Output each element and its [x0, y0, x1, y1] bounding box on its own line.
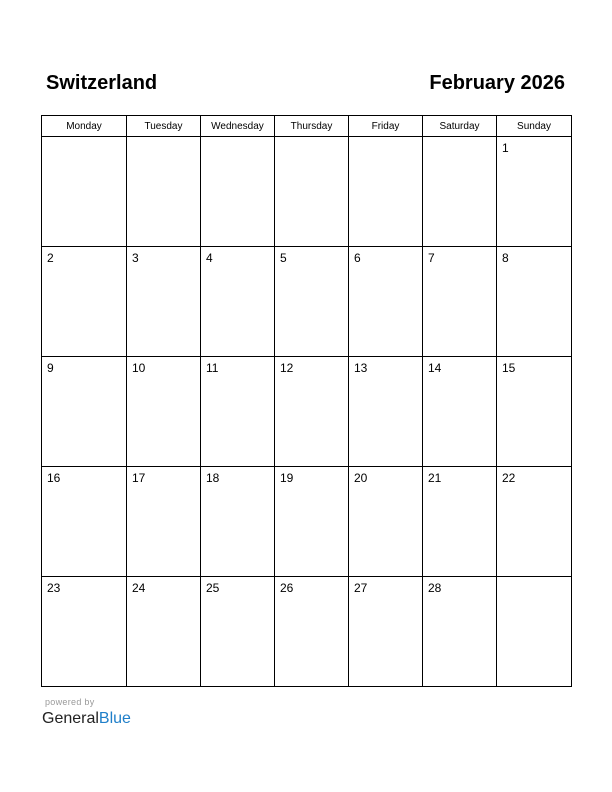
generalblue-logo: [42, 709, 131, 729]
day-cell: [423, 137, 497, 247]
day-number: [275, 137, 348, 141]
day-number: 13: [354, 361, 368, 375]
powered-by-text: powered by: [45, 697, 95, 707]
day-cell: [127, 357, 201, 467]
day-cell: [497, 247, 572, 357]
day-number: 10: [132, 361, 146, 375]
weekday-header: Wednesday: [201, 116, 275, 137]
weekday-header: Thursday: [275, 116, 349, 137]
weekday-header: Sunday: [497, 116, 572, 137]
day-cell: [42, 357, 127, 467]
day-cell: [201, 247, 275, 357]
day-number: 17: [132, 471, 146, 485]
day-cell: [42, 577, 127, 687]
month-year-title: February 2026: [429, 72, 565, 94]
country-title: Switzerland: [46, 72, 158, 94]
day-number: 26: [280, 581, 294, 595]
day-cell: [42, 247, 127, 357]
day-cell: [275, 137, 349, 247]
day-number: 16: [47, 471, 61, 485]
day-number: 8: [502, 251, 509, 265]
brand-block: [42, 697, 131, 729]
day-number: 20: [354, 471, 368, 485]
day-number: 11: [206, 361, 219, 375]
day-number: 21: [428, 471, 442, 485]
day-number: 23: [47, 581, 61, 595]
day-cell: [201, 467, 275, 577]
calendar-grid: [41, 115, 572, 687]
day-cell: [201, 137, 275, 247]
day-cell: [127, 467, 201, 577]
day-cell: [127, 247, 201, 357]
day-number: [201, 137, 274, 141]
day-number: 6: [354, 251, 361, 265]
day-cell: [349, 137, 423, 247]
day-number: 12: [280, 361, 294, 375]
week-row: [42, 467, 572, 577]
day-number: [349, 137, 422, 141]
day-cell: [497, 137, 572, 247]
day-cell: [127, 137, 201, 247]
day-cell: [349, 247, 423, 357]
day-cell: [423, 577, 497, 687]
day-number: 9: [47, 361, 54, 375]
day-cell: [349, 577, 423, 687]
day-number: 5: [280, 251, 287, 265]
week-row: [42, 357, 572, 467]
day-cell: [42, 137, 127, 247]
day-cell: [497, 467, 572, 577]
day-cell: [497, 357, 572, 467]
day-cell: [275, 577, 349, 687]
day-number: 15: [502, 361, 516, 375]
day-cell: [275, 357, 349, 467]
day-cell: [349, 467, 423, 577]
day-number: 22: [502, 471, 516, 485]
week-row: [42, 247, 572, 357]
weekday-header: Monday: [42, 116, 127, 137]
week-row: [42, 137, 572, 247]
logo-blue-text: Blue: [98, 710, 131, 727]
day-number: 25: [206, 581, 220, 595]
weekday-header: Tuesday: [127, 116, 201, 137]
day-number: 4: [206, 251, 213, 265]
week-row: [42, 577, 572, 687]
day-number: [127, 137, 200, 141]
day-number: 14: [428, 361, 442, 375]
weekday-header: Friday: [349, 116, 423, 137]
day-number: [42, 137, 126, 141]
day-cell: [42, 467, 127, 577]
day-number: 24: [132, 581, 146, 595]
day-number: 18: [206, 471, 220, 485]
day-number: 2: [47, 251, 54, 265]
day-cell: [423, 247, 497, 357]
day-cell: [201, 577, 275, 687]
day-cell: [275, 467, 349, 577]
day-cell: [423, 357, 497, 467]
day-cell: [275, 247, 349, 357]
day-number: 28: [428, 581, 442, 595]
day-cell: [497, 577, 572, 687]
day-cell: [201, 357, 275, 467]
day-number: 7: [428, 251, 435, 265]
day-cell: [349, 357, 423, 467]
day-cell: [127, 577, 201, 687]
day-cell: [423, 467, 497, 577]
day-number: 19: [280, 471, 294, 485]
day-number: [497, 577, 571, 581]
day-number: 3: [132, 251, 139, 265]
day-number: 27: [354, 581, 368, 595]
day-number: [423, 137, 496, 141]
weekday-header-row: [42, 116, 572, 137]
logo-general-text: General: [42, 710, 99, 727]
weekday-header: Saturday: [423, 116, 497, 137]
day-number: 1: [502, 141, 509, 155]
